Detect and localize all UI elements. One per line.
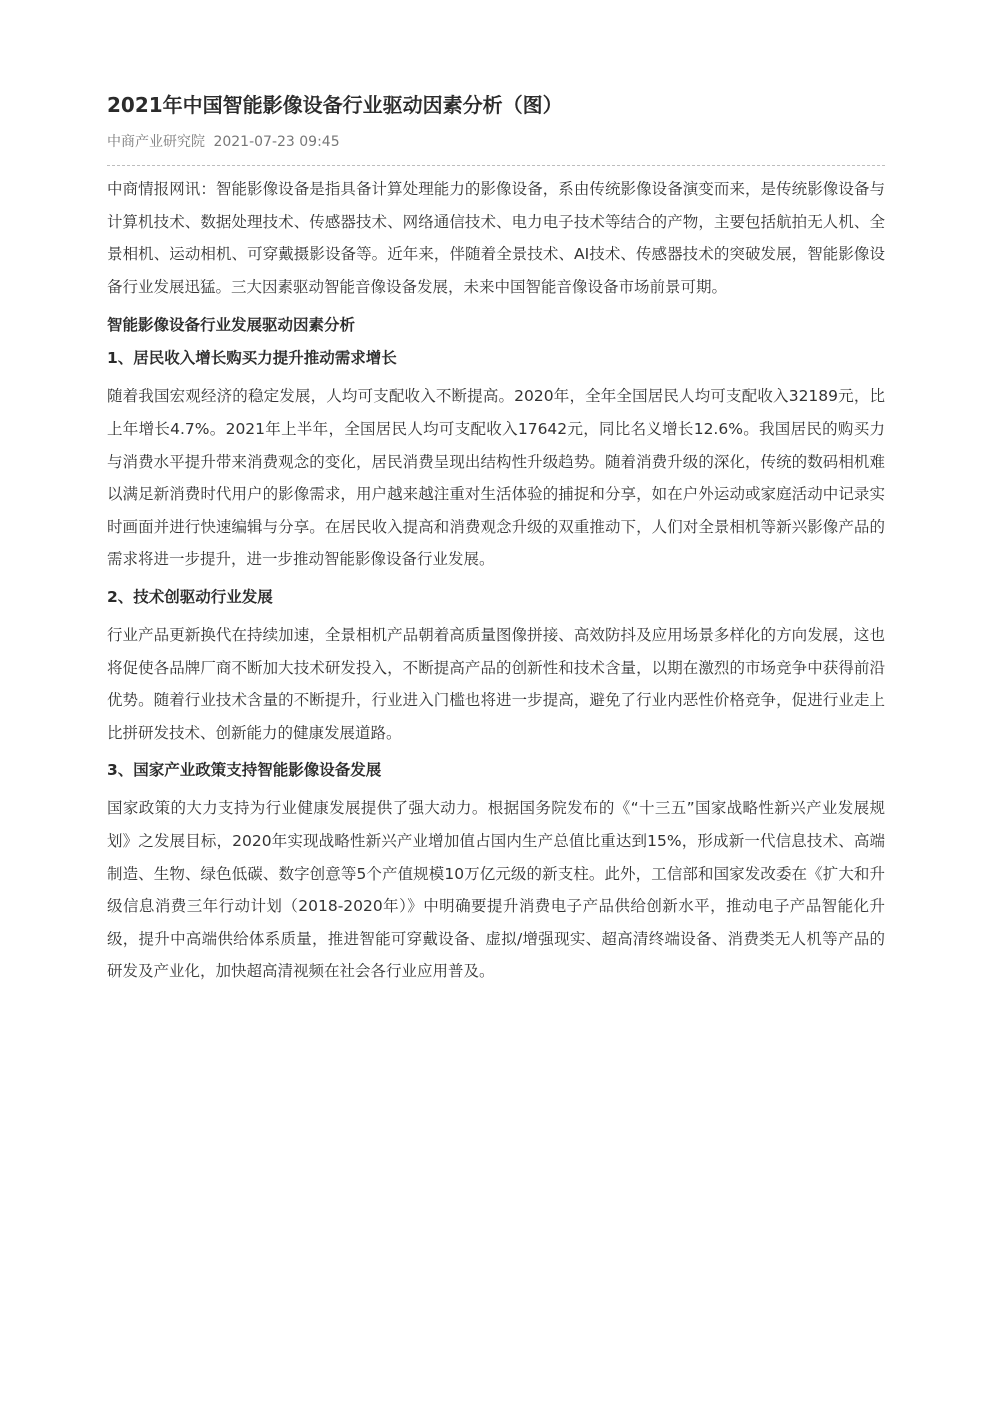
article-body	[107, 173, 885, 988]
paragraph-income: 随着我国宏观经济的稳定发展，人均可支配收入不断提高。2020年，全年全国居民人均可支配收入32189元，比上年增长4.7%。2021年上半年，全国居民人均可支配收入17642元，同比名义增长12.6%。我国居民的购买力与消费水平提升带来消费观念的变化，居民消费呈现出结构性升级趋势。随着消费升级的深化，传统的数码相机难以满足新消费时代用户的影像需求，用户越来越注重对生活体验的捕捉和分享，如在户外运动或家庭活动中记录实时画面并进行快速编辑与分享。在居民收入提高和消费观念升级的双重推动下，人们对全景相机等新兴影像产品的需求将进一步提升，进一步推动智能影像设备行业发展。	[107, 387, 885, 569]
article-datetime: 2021-07-23 09:45	[213, 134, 340, 150]
section-heading: 智能影像设备行业发展驱动因素分析	[107, 316, 356, 335]
dashed-divider	[107, 165, 885, 166]
intro-paragraph: 中商情报网讯：智能影像设备是指具备计算处理能力的影像设备，系由传统影像设备演变而来，是传统影像设备与计算机技术、数据处理技术、传感器技术、网络通信技术、电力电子技术等结合的产物，主要包括航拍无人机、全景相机、运动相机、可穿戴摄影设备等。近年来，伴随着全景技术、AI技术、传感器技术的突破发展，智能影像设备行业发展迅猛。三大因素驱动智能音像设备发展，未来中国智能音像设备市场前景可期。	[107, 180, 885, 296]
paragraph-technology: 行业产品更新换代在持续加速，全景相机产品朝着高质量图像拼接、高效防抖及应用场景多样化的方向发展，这也将促使各品牌厂商不断加大技术研发投入，不断提高产品的创新性和技术含量，以期在激烈的市场竞争中获得前沿优势。随着行业技术含量的不断提升，行业进入门槛也将进一步提高，避免了行业内恶性价格竞争，促进行业走上比拼研发技术、创新能力的健康发展道路。	[107, 625, 885, 742]
subheading-policy: 3、国家产业政策支持智能影像设备发展	[107, 761, 382, 780]
article-meta	[107, 132, 885, 152]
article-source: 中商产业研究院	[107, 134, 205, 150]
article-title: 2021年中国智能影像设备行业驱动因素分析（图）	[107, 93, 563, 117]
subheading-technology: 2、技术创驱动行业发展	[107, 587, 273, 606]
paragraph-policy: 国家政策的大力支持为行业健康发展提供了强大动力。根据国务院发布的《“十三五”国家战略性新兴产业发展规划》之发展目标，2020年实现战略性新兴产业增加值占国内生产总值比重达到15%，形成新一代信息技术、高端制造、生物、绿色低碳、数字创意等5个产值规模10万亿元级的新支柱。此外，工信部和国家发改委在《扩大和升级信息消费三年行动计划（2018-2020年）》中明确要提升消费电子产品供给创新水平，推动电子产品智能化升级，提升中高端供给体系质量，推进智能可穿戴设备、虚拟/增强现实、超高清终端设备、消费类无人机等产品的研发及产业化，加快超高清视频在社会各行业应用普及。	[107, 799, 885, 981]
subheading-income: 1、居民收入增长购买力提升推动需求增长	[107, 349, 397, 368]
